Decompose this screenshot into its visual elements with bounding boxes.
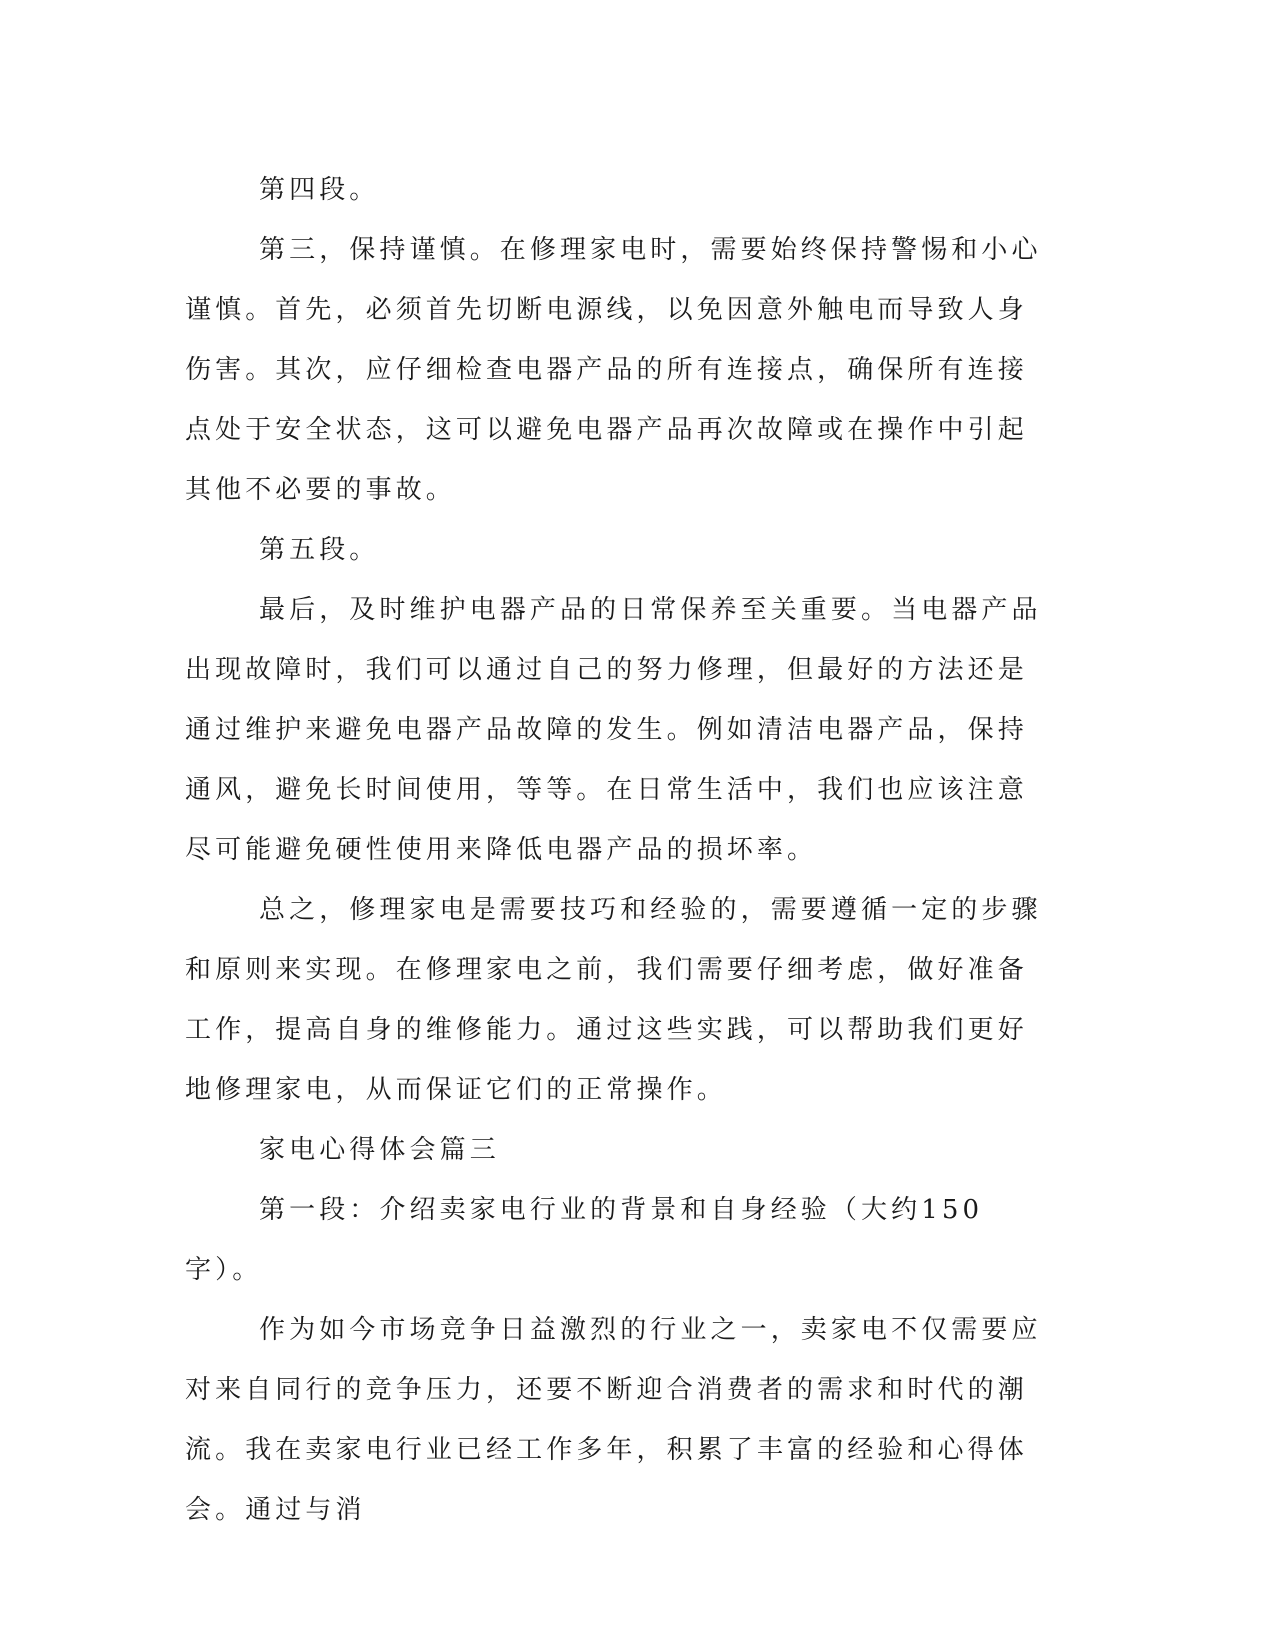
paragraph-caution: 第三，保持谨慎。在修理家电时，需要始终保持警惕和小心谨慎。首先，必须首先切断电源线，以免因意外触电而导致人身伤害。其次，应仔细检查电器产品的所有连接点，确保所有连接点处于安全状态，这可以避免电器产品再次故障或在操作中引起其他不必要的事故。: [185, 235, 1042, 505]
section-heading-1: 第一段：介绍卖家电行业的背景和自身经验（大约150字）。: [185, 1195, 984, 1285]
section-heading-4: 第四段。: [259, 175, 380, 205]
paragraph-maintenance: 最后，及时维护电器产品的日常保养至关重要。当电器产品出现故障时，我们可以通过自己的努力修理，但最好的方法还是通过维护来避免电器产品故障的发生。例如清洁电器产品，保持通风，避免长时间使用，等等。在日常生活中，我们也应该注意尽可能避免硬性使用来降低电器产品的损坏率。: [185, 595, 1042, 865]
document-body: [185, 160, 1055, 1540]
paragraph-intro: 作为如今市场竞争日益激烈的行业之一，卖家电不仅需要应对来自同行的竞争压力，还要不断迎合消费者的需求和时代的潮流。我在卖家电行业已经工作多年，积累了丰富的经验和心得体会。通过与消: [185, 1315, 1042, 1525]
section-heading-5: 第五段。: [259, 535, 380, 565]
paragraph-summary: 总之，修理家电是需要技巧和经验的，需要遵循一定的步骤和原则来实现。在修理家电之前，我们需要仔细考虑，做好准备工作，提高自身的维修能力。通过这些实践，可以帮助我们更好地修理家电，从而保证它们的正常操作。: [185, 895, 1042, 1105]
article-title-3: 家电心得体会篇三: [259, 1135, 500, 1165]
